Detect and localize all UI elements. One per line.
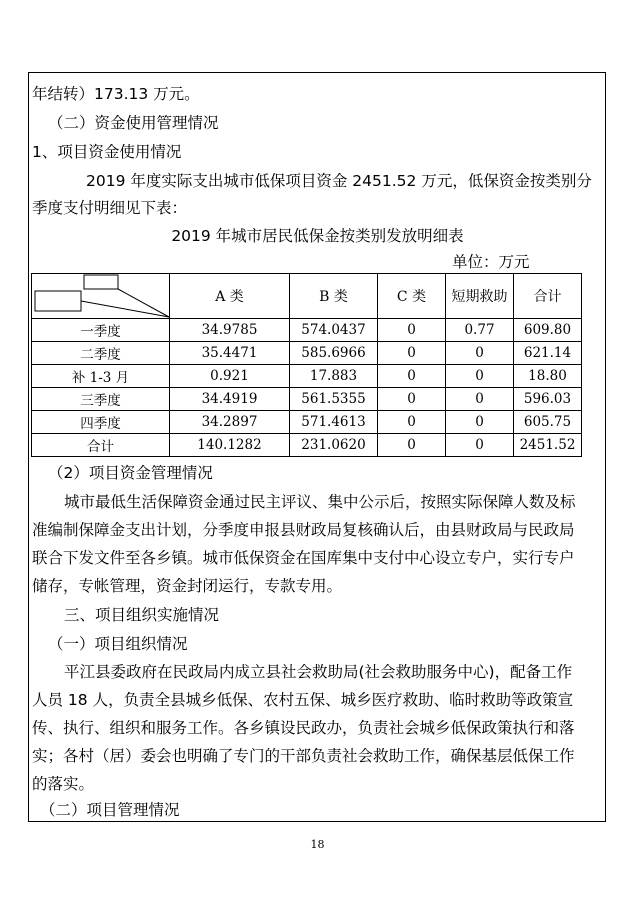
cell: 0.921 — [170, 365, 290, 388]
cell: 0 — [446, 388, 514, 411]
heading-organization: （一）项目组织情况 — [48, 635, 188, 653]
cell: 18.80 — [514, 365, 582, 388]
cell: 0 — [378, 342, 446, 365]
paragraph-organization-2: 人员 18 人，负责全县城乡低保、农村五保、城乡医疗救助、临时救助等政策宣 — [32, 691, 574, 709]
paragraph-organization-5: 的落实。 — [32, 775, 95, 793]
header-a: A 类 — [170, 274, 290, 319]
cell: 0 — [446, 411, 514, 434]
diagonal-header — [32, 274, 170, 318]
table-unit: 单位：万元 — [452, 253, 530, 271]
heading-project-management: （二）项目管理情况 — [40, 801, 180, 819]
row-label: 合计 — [32, 434, 170, 457]
table-row — [32, 388, 582, 411]
table-row — [32, 365, 582, 388]
cell: 0 — [378, 388, 446, 411]
cell: 2451.52 — [514, 434, 582, 457]
cell: 596.03 — [514, 388, 582, 411]
row-label: 二季度 — [32, 342, 170, 365]
table-caption: 2019 年城市居民低保金按类别发放明细表 — [171, 227, 464, 245]
cell: 609.80 — [514, 319, 582, 342]
paragraph-organization-3: 传、执行、组织和服务工作。各乡镇设民政办，负责社会城乡低保政策执行和落 — [32, 719, 575, 737]
cell: 574.0437 — [290, 319, 378, 342]
header-total: 合计 — [514, 274, 582, 319]
header-short-term: 短期救助 — [446, 274, 514, 319]
row-label: 四季度 — [32, 411, 170, 434]
table-row — [32, 411, 582, 434]
heading-fund-management: （二）资金使用管理情况 — [48, 114, 219, 132]
cell: 0 — [378, 434, 446, 457]
cell: 34.2897 — [170, 411, 290, 434]
cell: 17.883 — [290, 365, 378, 388]
table-row — [32, 342, 582, 365]
cell: 35.4471 — [170, 342, 290, 365]
row-label: 三季度 — [32, 388, 170, 411]
paragraph-management-3: 联合下发文件至各乡镇。城市低保资金在国库集中支付中心设立专户，实行专户 — [32, 549, 575, 567]
cell: 0 — [446, 342, 514, 365]
row-label: 一季度 — [32, 319, 170, 342]
cell: 561.5355 — [290, 388, 378, 411]
cell: 0 — [378, 319, 446, 342]
cell: 34.4919 — [170, 388, 290, 411]
paragraph-organization-4: 实；各村（居）委会也明确了专门的干部负责社会救助工作，确保基层低保工作 — [32, 747, 575, 765]
cell: 621.14 — [514, 342, 582, 365]
paragraph-management-1: 城市最低生活保障资金通过民主评议、集中公示后，按照实际保障人数及标 — [64, 493, 576, 511]
paragraph-organization-1: 平江县委政府在民政局内成立县社会救助局(社会救助服务中心)，配备工作 — [64, 663, 573, 681]
page-number: 18 — [310, 838, 325, 851]
cell: 0 — [446, 365, 514, 388]
heading-fund-usage: 1、项目资金使用情况 — [32, 143, 182, 161]
cell: 0 — [378, 365, 446, 388]
table-header-row — [32, 274, 582, 319]
cell: 605.75 — [514, 411, 582, 434]
cell: 0 — [378, 411, 446, 434]
heading-project-fund-management: （2）项目资金管理情况 — [48, 464, 213, 482]
cell: 231.0620 — [290, 434, 378, 457]
heading-implementation: 三、项目组织实施情况 — [64, 606, 220, 624]
paragraph-carryover: 年结转）173.13 万元。 — [32, 85, 200, 103]
row-label: 补 1-3 月 — [32, 365, 170, 388]
cell: 0 — [446, 434, 514, 457]
paragraph-fund-usage-2: 季度支付明细见下表： — [32, 199, 188, 217]
table-total-row — [32, 434, 582, 457]
paragraph-fund-usage-1: 2019 年度实际支出城市低保项目资金 2451.52 万元，低保资金按类别分 — [86, 172, 592, 190]
cell: 140.1282 — [170, 434, 290, 457]
header-b: B 类 — [290, 274, 378, 319]
header-c: C 类 — [378, 274, 446, 319]
cell: 585.6966 — [290, 342, 378, 365]
cell: 571.4613 — [290, 411, 378, 434]
table-row — [32, 319, 582, 342]
paragraph-management-2: 准编制保障金支出计划，分季度申报县财政局复核确认后，由县财政局与民政局 — [32, 521, 575, 539]
corner-cell — [32, 274, 170, 319]
paragraph-management-4: 储存，专帐管理，资金封闭运行，专款专用。 — [32, 577, 343, 595]
allowance-table — [31, 273, 582, 457]
cell: 34.9785 — [170, 319, 290, 342]
cell: 0.77 — [446, 319, 514, 342]
